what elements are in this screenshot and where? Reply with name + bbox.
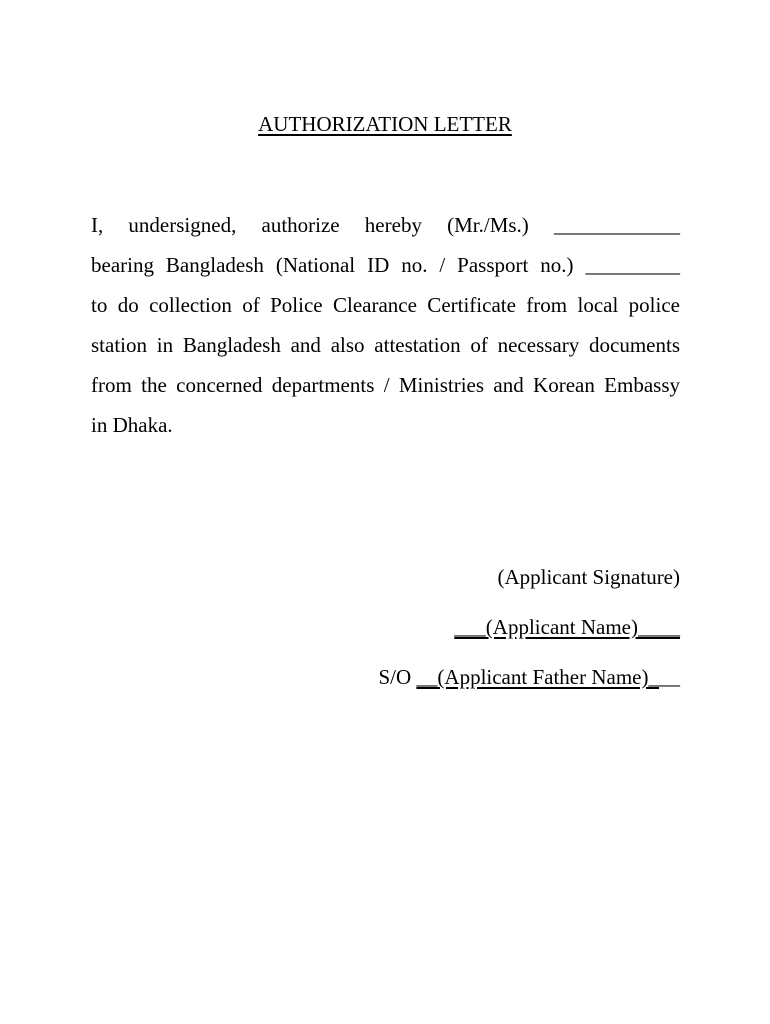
authorization-paragraph (91, 205, 680, 445)
document-title: AUTHORIZATION LETTER (258, 112, 512, 136)
applicant-father-line (378, 665, 680, 690)
applicant-father-name-label: __(Applicant Father Name)_ (416, 665, 659, 689)
applicant-father-name-suffix: __ (659, 665, 680, 689)
applicant-name-label: ___(Applicant Name)____ (454, 615, 680, 639)
applicant-name-line (454, 615, 680, 640)
paragraph-line-5: from the concerned departments / Ministries and Korean Embassy (91, 373, 680, 397)
paragraph-line-1: I, undersigned, authorize hereby (Mr./Ms.) ____________ (91, 213, 680, 237)
paragraph-line-4: station in Bangladesh and also attestation of necessary documents (91, 333, 680, 357)
applicant-signature-label: (Applicant Signature) (497, 565, 680, 589)
paragraph-line-2: bearing Bangladesh (National ID no. / Passport no.) _________ (91, 253, 680, 277)
paragraph-line-3: to do collection of Police Clearance Certificate from local police (91, 293, 680, 317)
paragraph-line-6: in Dhaka. (91, 413, 173, 437)
son-of-prefix: S/O (378, 665, 412, 689)
